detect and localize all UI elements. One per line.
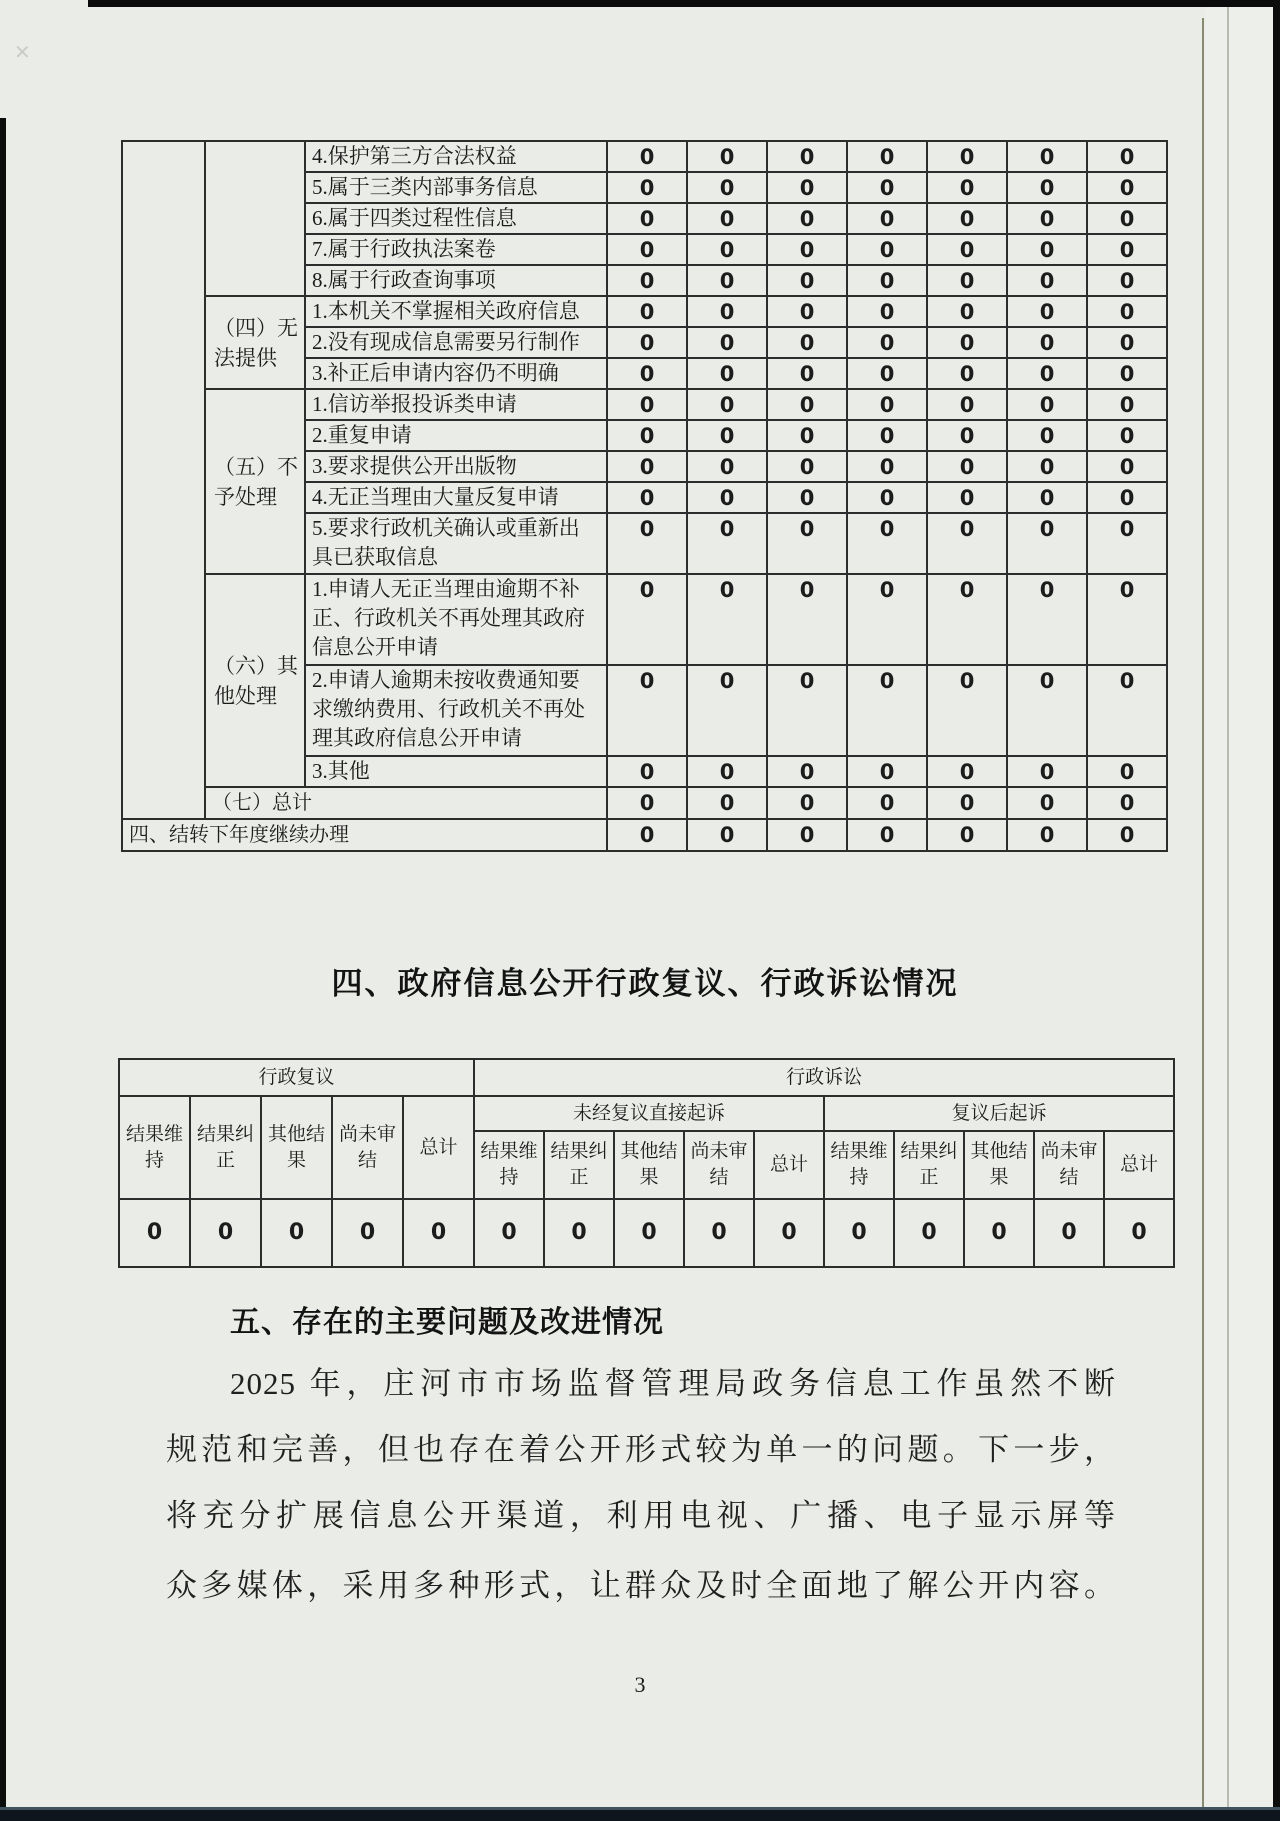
row-label: 3.要求提供公开出版物 (305, 451, 607, 482)
row-label: 8.属于行政查询事项 (305, 265, 607, 296)
cell-value: 0 (927, 265, 1007, 296)
row-label: 4.无正当理由大量反复申请 (305, 482, 607, 513)
cell-value: 0 (927, 420, 1007, 451)
cell-value: 0 (1007, 756, 1087, 787)
cell-value: 0 (927, 172, 1007, 203)
cell-value: 0 (687, 234, 767, 265)
row-label: 1.申请人无正当理由逾期不补正、行政机关不再处理其政府信息公开申请 (305, 574, 607, 665)
cell-value: 0 (1087, 756, 1167, 787)
cell-value: 0 (1034, 1199, 1104, 1267)
row-label: 1.本机关不掌握相关政府信息 (305, 296, 607, 327)
review-group-header: 行政复议 (119, 1059, 474, 1096)
cell-value: 0 (1007, 420, 1087, 451)
column-header: 其他结果 (261, 1096, 332, 1199)
cell-value: 0 (607, 513, 687, 574)
cell-value: 0 (1007, 787, 1087, 819)
cell-value: 0 (607, 358, 687, 389)
cell-value: 0 (847, 296, 927, 327)
cell-value: 0 (894, 1199, 964, 1267)
cell-value: 0 (332, 1199, 403, 1267)
cell-value: 0 (847, 451, 927, 482)
paragraph-line: 2025 年，庄河市市场监督管理局政务信息工作虽然不断 (230, 1366, 1116, 1401)
column-header: 结果纠正 (190, 1096, 261, 1199)
cell-value: 0 (927, 327, 1007, 358)
scan-blemish: ✕ (14, 42, 31, 64)
table-row (122, 574, 1167, 665)
cell-value: 0 (687, 451, 767, 482)
row-label: 2.重复申请 (305, 420, 607, 451)
cell-value: 0 (824, 1199, 894, 1267)
cell-value: 0 (687, 265, 767, 296)
cell-value: 0 (927, 756, 1007, 787)
cell-value: 0 (1087, 172, 1167, 203)
cell-value: 0 (1007, 513, 1087, 574)
cell-value: 0 (1087, 234, 1167, 265)
category-label: （五）不予处理 (205, 389, 305, 574)
column-header: 总计 (403, 1096, 474, 1199)
cell-value: 0 (1007, 482, 1087, 513)
scan-fold-line-2 (1227, 7, 1229, 1807)
cell-value: 0 (687, 327, 767, 358)
column-header: 结果维持 (824, 1131, 894, 1199)
scan-page-margin (1205, 7, 1273, 1807)
row-label: 2.没有现成信息需要另行制作 (305, 327, 607, 358)
row-label: 5.要求行政机关确认或重新出具已获取信息 (305, 513, 607, 574)
cell-value: 0 (1007, 141, 1087, 172)
cell-value: 0 (847, 420, 927, 451)
cell-value: 0 (1007, 234, 1087, 265)
cell-value: 0 (607, 756, 687, 787)
cell-value: 0 (687, 513, 767, 574)
cell-value: 0 (607, 420, 687, 451)
cell-value: 0 (1087, 358, 1167, 389)
column-header: 结果纠正 (894, 1131, 964, 1199)
cell-value: 0 (1087, 265, 1167, 296)
cell-value: 0 (119, 1199, 190, 1267)
cell-value: 0 (847, 141, 927, 172)
cell-value: 0 (607, 203, 687, 234)
scan-edge-bottom (0, 1807, 1280, 1821)
cell-value: 0 (927, 203, 1007, 234)
cell-value: 0 (847, 172, 927, 203)
cell-value: 0 (607, 574, 687, 665)
cell-value: 0 (1007, 665, 1087, 756)
page-number: 3 (634, 1672, 646, 1697)
cell-value: 0 (687, 787, 767, 819)
cell-value: 0 (687, 756, 767, 787)
cell-value: 0 (614, 1199, 684, 1267)
column-header: 总计 (754, 1131, 824, 1199)
cell-value: 0 (767, 389, 847, 420)
cell-value: 0 (847, 819, 927, 851)
cell-value: 0 (687, 296, 767, 327)
table-row (119, 1199, 1174, 1267)
column-header: 尚未审结 (684, 1131, 754, 1199)
category-empty-cell (205, 141, 305, 296)
cell-value: 0 (847, 574, 927, 665)
cell-value: 0 (607, 265, 687, 296)
scan-edge-top (88, 0, 1280, 7)
cell-value: 0 (847, 665, 927, 756)
cell-value: 0 (767, 203, 847, 234)
cell-value: 0 (847, 203, 927, 234)
cell-value: 0 (1087, 513, 1167, 574)
cell-value: 0 (847, 482, 927, 513)
carryover-empty-cell (122, 141, 205, 819)
cell-value: 0 (847, 513, 927, 574)
cell-value: 0 (544, 1199, 614, 1267)
cell-value: 0 (1087, 141, 1167, 172)
table-row (122, 819, 1167, 851)
table-row (122, 141, 1167, 172)
cell-value: 0 (687, 389, 767, 420)
row-label: 3.补正后申请内容仍不明确 (305, 358, 607, 389)
cell-value: 0 (687, 482, 767, 513)
cell-value: 0 (767, 482, 847, 513)
cell-value: 0 (1007, 265, 1087, 296)
cell-value: 0 (403, 1199, 474, 1267)
direct-suit-group-header: 未经复议直接起诉 (474, 1096, 824, 1131)
cell-value: 0 (767, 513, 847, 574)
table-row (122, 389, 1167, 420)
carryover-row-label: 四、结转下年度继续办理 (122, 819, 607, 851)
cell-value: 0 (1087, 389, 1167, 420)
cell-value: 0 (1007, 389, 1087, 420)
column-header: 结果维持 (474, 1131, 544, 1199)
cell-value: 0 (1104, 1199, 1174, 1267)
cell-value: 0 (607, 665, 687, 756)
cell-value: 0 (607, 141, 687, 172)
category-label: （四）无法提供 (205, 296, 305, 389)
paragraph-line: 众多媒体，采用多种形式，让群众及时全面地了解公开内容。 (166, 1568, 1116, 1603)
column-header: 结果纠正 (544, 1131, 614, 1199)
cell-value: 0 (687, 358, 767, 389)
cell-value: 0 (767, 756, 847, 787)
cell-value: 0 (847, 265, 927, 296)
column-header: 尚未审结 (1034, 1131, 1104, 1199)
cell-value: 0 (767, 234, 847, 265)
column-header: 其他结果 (614, 1131, 684, 1199)
row-label: 1.信访举报投诉类申请 (305, 389, 607, 420)
cell-value: 0 (687, 574, 767, 665)
cell-value: 0 (607, 819, 687, 851)
cell-value: 0 (767, 358, 847, 389)
cell-value: 0 (607, 482, 687, 513)
cell-value: 0 (1007, 327, 1087, 358)
cell-value: 0 (687, 141, 767, 172)
cell-value: 0 (767, 327, 847, 358)
cell-value: 0 (1007, 172, 1087, 203)
scan-edge-left (0, 118, 6, 1808)
cell-value: 0 (687, 819, 767, 851)
cell-value: 0 (927, 358, 1007, 389)
cell-value: 0 (1007, 296, 1087, 327)
category-label: （六）其他处理 (205, 574, 305, 787)
paragraph-line: 将充分扩展信息公开渠道，利用电视、广播、电子显示屏等 (166, 1498, 1116, 1533)
cell-value: 0 (767, 451, 847, 482)
total-row-label: （七）总计 (205, 787, 607, 819)
cell-value: 0 (1087, 420, 1167, 451)
table-row (119, 1096, 1174, 1131)
cell-value: 0 (687, 203, 767, 234)
cell-value: 0 (684, 1199, 754, 1267)
cell-value: 0 (847, 787, 927, 819)
cell-value: 0 (847, 327, 927, 358)
column-header: 总计 (1104, 1131, 1174, 1199)
section5-heading: 五、存在的主要问题及改进情况 (230, 1306, 664, 1339)
cell-value: 0 (607, 451, 687, 482)
cell-value: 0 (927, 141, 1007, 172)
cell-value: 0 (767, 665, 847, 756)
cell-value: 0 (1087, 574, 1167, 665)
table-row (119, 1059, 1174, 1096)
cell-value: 0 (190, 1199, 261, 1267)
cell-value: 0 (927, 787, 1007, 819)
table-row (122, 296, 1167, 327)
row-label: 4.保护第三方合法权益 (305, 141, 607, 172)
cell-value: 0 (1087, 296, 1167, 327)
section4-heading: 四、政府信息公开行政复议、行政诉讼情况 (331, 966, 959, 1001)
cell-value: 0 (754, 1199, 824, 1267)
row-label: 2.申请人逾期未按收费通知要求缴纳费用、行政机关不再处理其政府信息公开申请 (305, 665, 607, 756)
cell-value: 0 (927, 451, 1007, 482)
row-label: 3.其他 (305, 756, 607, 787)
cell-value: 0 (1087, 819, 1167, 851)
table-row (122, 787, 1167, 819)
cell-value: 0 (607, 389, 687, 420)
cell-value: 0 (767, 420, 847, 451)
disposal-results-table (121, 140, 1168, 852)
cell-value: 0 (927, 819, 1007, 851)
cell-value: 0 (1007, 358, 1087, 389)
cell-value: 0 (1007, 574, 1087, 665)
cell-value: 0 (687, 420, 767, 451)
cell-value: 0 (927, 296, 1007, 327)
cell-value: 0 (1007, 819, 1087, 851)
cell-value: 0 (767, 172, 847, 203)
cell-value: 0 (847, 234, 927, 265)
cell-value: 0 (927, 513, 1007, 574)
cell-value: 0 (607, 172, 687, 203)
cell-value: 0 (1007, 451, 1087, 482)
cell-value: 0 (767, 574, 847, 665)
cell-value: 0 (847, 389, 927, 420)
cell-value: 0 (607, 787, 687, 819)
cell-value: 0 (847, 756, 927, 787)
cell-value: 0 (687, 172, 767, 203)
column-header: 其他结果 (964, 1131, 1034, 1199)
cell-value: 0 (964, 1199, 1034, 1267)
cell-value: 0 (767, 265, 847, 296)
row-label: 6.属于四类过程性信息 (305, 203, 607, 234)
row-label: 7.属于行政执法案卷 (305, 234, 607, 265)
cell-value: 0 (847, 358, 927, 389)
cell-value: 0 (927, 389, 1007, 420)
paragraph-line: 规范和完善，但也存在着公开形式较为单一的问题。下一步， (166, 1432, 1116, 1467)
cell-value: 0 (1007, 203, 1087, 234)
cell-value: 0 (1087, 203, 1167, 234)
cell-value: 0 (607, 327, 687, 358)
cell-value: 0 (261, 1199, 332, 1267)
cell-value: 0 (927, 234, 1007, 265)
cell-value: 0 (927, 665, 1007, 756)
row-label: 5.属于三类内部事务信息 (305, 172, 607, 203)
review-litigation-table (118, 1058, 1175, 1268)
after-review-suit-group-header: 复议后起诉 (824, 1096, 1174, 1131)
cell-value: 0 (767, 787, 847, 819)
column-header: 结果维持 (119, 1096, 190, 1199)
cell-value: 0 (767, 141, 847, 172)
cell-value: 0 (927, 574, 1007, 665)
cell-value: 0 (1087, 451, 1167, 482)
cell-value: 0 (927, 482, 1007, 513)
litigation-group-header: 行政诉讼 (474, 1059, 1174, 1096)
scan-edge-right (1273, 0, 1280, 1821)
scan-fold-line (1202, 18, 1204, 1807)
cell-value: 0 (767, 296, 847, 327)
column-header: 尚未审结 (332, 1096, 403, 1199)
cell-value: 0 (474, 1199, 544, 1267)
cell-value: 0 (1087, 787, 1167, 819)
cell-value: 0 (607, 296, 687, 327)
cell-value: 0 (767, 819, 847, 851)
cell-value: 0 (1087, 482, 1167, 513)
cell-value: 0 (687, 665, 767, 756)
cell-value: 0 (607, 234, 687, 265)
cell-value: 0 (1087, 327, 1167, 358)
cell-value: 0 (1087, 665, 1167, 756)
